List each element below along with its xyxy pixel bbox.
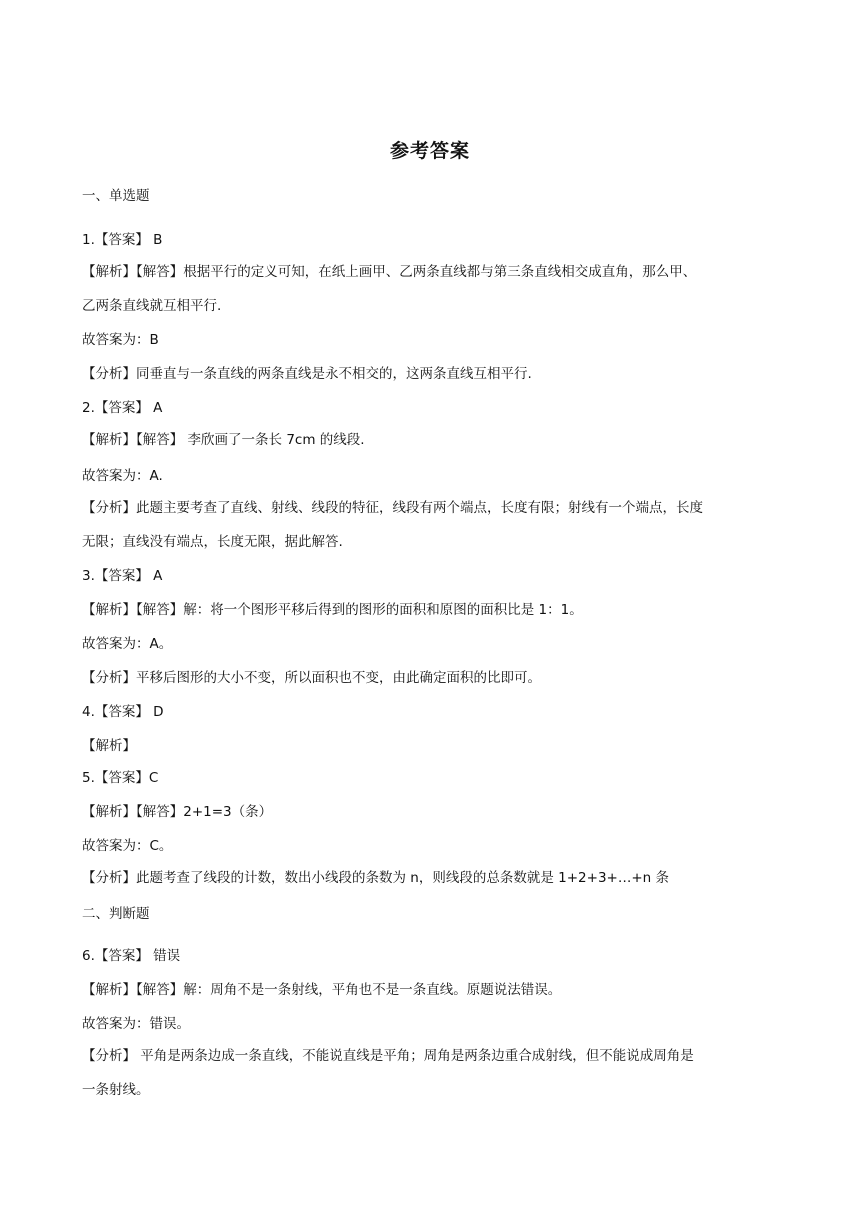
text-line: 4.【答案】 D [82,704,164,720]
text-line: 5.【答案】C [82,770,159,786]
text-line: 6.【答案】 错误 [82,948,181,964]
text-line: 故答案为：C。 [82,838,173,854]
page-title: 参考答案 [389,140,470,162]
text-line: 【分析】此题主要考查了直线、射线、线段的特征，线段有两个端点，长度有限；射线有一个端点，长度 [82,500,703,516]
text-line: 【解析】【解答】根据平行的定义可知，在纸上画甲、乙两条直线都与第三条直线相交成直角，那么甲、 [82,264,697,280]
text-line: 故答案为：错误。 [82,1016,190,1032]
text-line: 【解析】【解答】解：将一个图形平移后得到的图形的面积和原图的面积比是 1：1。 [82,602,583,618]
text-line: 乙两条直线就互相平行. [82,298,222,314]
text-line: 故答案为：B [82,332,159,348]
text-line: 【分析】平移后图形的大小不变，所以面积也不变，由此确定面积的比即可。 [82,670,541,686]
text-line: 2.【答案】 A [82,400,163,416]
text-line: 【解析】【解答】 李欣画了一条长 7cm 的线段. [82,432,365,448]
text-line: 【分析】同垂直与一条直线的两条直线是永不相交的，这两条直线互相平行. [82,366,532,382]
text-line: 【解析】【解答】2+1=3（条） [82,804,273,820]
text-line: 一条射线。 [82,1082,150,1098]
text-line: 【分析】 平角是两条边成一条直线，不能说直线是平角；周角是两条边重合成射线，但不能说成周角是 [82,1048,694,1064]
text-line: 故答案为：A。 [82,636,173,652]
text-line: 无限；直线没有端点，长度无限，据此解答. [82,534,343,550]
text-line: 【分析】此题考查了线段的计数，数出小线段的条数为 n，则线段的总条数就是 1+2+3+…+n 条 [82,870,669,886]
text-line: 【解析】【解答】解：周角不是一条射线，平角也不是一条直线。原题说法错误。 [82,982,562,998]
text-line: 【解析】 [82,738,136,754]
text-line: 3.【答案】 A [82,568,163,584]
text-line: 一、单选题 [82,188,150,204]
text-line: 1.【答案】 B [82,232,163,248]
text-line: 二、判断题 [82,906,150,922]
text-line: 故答案为：A. [82,468,163,484]
